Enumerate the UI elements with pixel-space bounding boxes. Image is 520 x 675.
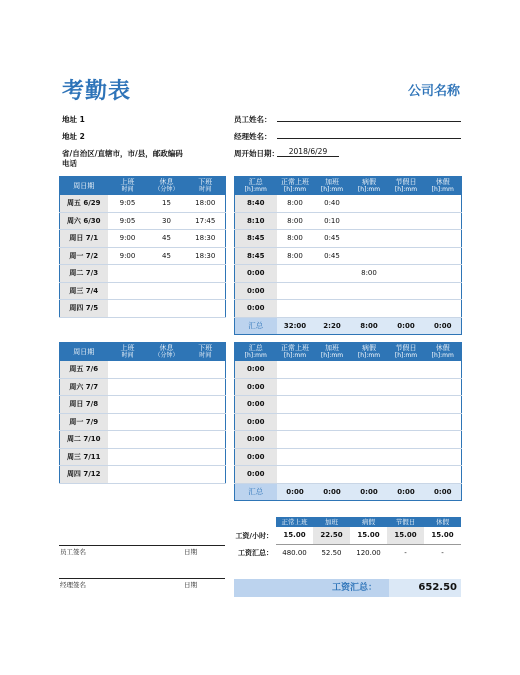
hours-cell[interactable]: [314, 396, 351, 414]
employee-signature-line[interactable]: [59, 545, 225, 546]
time-input-cell[interactable]: 9:00: [108, 247, 148, 265]
column-header-sub: [h]:mm: [244, 351, 267, 359]
hours-cell[interactable]: [277, 466, 314, 484]
column-header-sub: 时间: [121, 351, 134, 359]
address-line-1: 地址 1: [62, 115, 85, 124]
time-input-cell[interactable]: [148, 431, 186, 449]
hours-cell[interactable]: 0:45: [314, 230, 351, 248]
column-header: [108, 177, 148, 195]
hours-cell[interactable]: [425, 378, 462, 396]
hours-cell[interactable]: [351, 282, 388, 300]
hours-cell[interactable]: [351, 230, 388, 248]
time-input-cell[interactable]: 17:45: [186, 212, 226, 230]
daily-total-cell: 0:00: [235, 361, 277, 379]
week1-hours-table: [234, 176, 462, 335]
address-line-3: 省/自治区/直辖市，市/县，邮政编码: [62, 149, 183, 158]
table-row: [60, 212, 226, 230]
hours-cell[interactable]: 8:00: [277, 230, 314, 248]
column-header: [186, 177, 226, 195]
daily-total-cell: 8:10: [235, 212, 277, 230]
hours-cell[interactable]: [388, 300, 425, 318]
column-header: [186, 343, 226, 361]
hours-cell[interactable]: [388, 396, 425, 414]
week-start-label: 周开始日期：: [234, 149, 279, 158]
hours-cell[interactable]: [388, 282, 425, 300]
summary-cell: 0:00: [314, 483, 351, 501]
column-header-sub: [h]:mm: [320, 185, 344, 193]
column-header-sub: 时间: [199, 351, 212, 359]
day-date-cell: 周三 7/11: [60, 448, 108, 466]
hours-cell[interactable]: 8:00: [277, 195, 314, 213]
time-input-cell[interactable]: 18:30: [186, 230, 226, 248]
day-date-cell: 周日 7/8: [60, 396, 108, 414]
time-input-cell[interactable]: [148, 378, 186, 396]
table-row: [60, 378, 226, 396]
hours-cell[interactable]: [277, 300, 314, 318]
time-input-cell[interactable]: 18:30: [186, 247, 226, 265]
hours-cell[interactable]: [425, 300, 462, 318]
table-row: [60, 431, 226, 449]
wage-column-header: 病假: [350, 517, 387, 527]
time-input-cell[interactable]: [148, 265, 186, 283]
table-row: [60, 361, 226, 379]
summary-label: 汇总: [235, 483, 277, 501]
hours-cell[interactable]: [388, 212, 425, 230]
daily-total-cell: 0:00: [235, 413, 277, 431]
employee-name-label: 员工姓名：: [234, 115, 272, 124]
column-header-main: 加班: [325, 177, 339, 186]
daily-total-cell: 0:00: [235, 282, 277, 300]
day-date-cell: 周一 7/9: [60, 413, 108, 431]
hours-cell[interactable]: [314, 361, 351, 379]
hours-cell[interactable]: 8:00: [277, 212, 314, 230]
column-header: [351, 177, 388, 195]
hours-cell[interactable]: [314, 413, 351, 431]
hours-cell[interactable]: [277, 361, 314, 379]
time-input-cell[interactable]: [186, 448, 226, 466]
day-date-cell: 周二 7/10: [60, 431, 108, 449]
time-input-cell[interactable]: 30: [148, 212, 186, 230]
time-input-cell[interactable]: [108, 448, 148, 466]
wage-rate-cell[interactable]: 15.00: [387, 527, 424, 544]
hours-cell[interactable]: [351, 396, 388, 414]
time-input-cell[interactable]: 45: [148, 230, 186, 248]
column-header-main: 节假日: [395, 177, 417, 186]
column-header: [148, 343, 186, 361]
week-start-field[interactable]: 2018/6/29: [288, 147, 328, 156]
hours-cell[interactable]: 0:45: [314, 247, 351, 265]
column-header-main: 病假: [362, 177, 376, 186]
wage-column-header: 休假: [424, 517, 461, 527]
column-header-sub: [h]:mm: [320, 351, 344, 359]
column-header-sub: 时间: [199, 185, 212, 193]
column-header: [388, 343, 425, 361]
column-header-main: 休息: [159, 177, 174, 186]
summary-label: 汇总: [235, 317, 277, 335]
manager-date-label: 日期: [184, 581, 197, 589]
wage-rate-cell[interactable]: 15.00: [424, 527, 461, 544]
column-header-sub: 时间: [121, 185, 134, 193]
table-row: [235, 413, 462, 431]
hours-cell[interactable]: [351, 212, 388, 230]
address-line-2: 地址 2: [62, 132, 85, 141]
table-row: [60, 195, 226, 213]
daily-total-cell: 8:45: [235, 230, 277, 248]
total-pay-label: 工资汇总：: [234, 579, 389, 597]
daily-total-cell: 8:45: [235, 247, 277, 265]
day-date-cell: 周六 6/30: [60, 212, 108, 230]
column-header: [351, 343, 388, 361]
hours-cell[interactable]: [351, 361, 388, 379]
table-row: [235, 300, 462, 318]
day-date-cell: 周五 7/6: [60, 361, 108, 379]
wage-sum-cell: -: [404, 548, 407, 557]
table-row: [235, 195, 462, 213]
hours-cell[interactable]: [388, 195, 425, 213]
hours-cell[interactable]: [388, 265, 425, 283]
table-row: [235, 230, 462, 248]
table-row: [235, 247, 462, 265]
time-input-cell[interactable]: [108, 396, 148, 414]
hours-cell[interactable]: [351, 247, 388, 265]
time-input-cell[interactable]: [148, 413, 186, 431]
day-date-cell: 周二 7/3: [60, 265, 108, 283]
table-row: [235, 212, 462, 230]
time-input-cell[interactable]: [108, 282, 148, 300]
day-date-cell: 周四 7/12: [60, 466, 108, 484]
table-row: [60, 282, 226, 300]
hours-cell[interactable]: [388, 466, 425, 484]
column-header: [314, 177, 351, 195]
employee-name-field[interactable]: [277, 121, 461, 122]
day-date-cell: 周日 7/1: [60, 230, 108, 248]
column-header-main: 加班: [325, 343, 339, 352]
hours-cell[interactable]: [351, 195, 388, 213]
time-input-cell[interactable]: 9:00: [108, 230, 148, 248]
table-row: [235, 378, 462, 396]
time-input-cell[interactable]: [148, 448, 186, 466]
hours-cell[interactable]: [425, 247, 462, 265]
time-input-cell[interactable]: [186, 300, 226, 318]
column-header-main: 下班: [198, 343, 213, 352]
column-header: [425, 343, 462, 361]
total-pay-value: 652.50: [389, 579, 461, 597]
time-input-cell[interactable]: 45: [148, 247, 186, 265]
hours-cell[interactable]: [351, 466, 388, 484]
hours-cell[interactable]: [425, 396, 462, 414]
column-header-main: 节假日: [395, 343, 417, 352]
hours-cell[interactable]: [388, 413, 425, 431]
table-row: [60, 413, 226, 431]
table-row: [235, 431, 462, 449]
table-row: [60, 265, 226, 283]
time-input-cell[interactable]: [108, 466, 148, 484]
wage-table: [234, 517, 461, 561]
hours-cell[interactable]: 8:00: [351, 265, 388, 283]
table-row: [60, 448, 226, 466]
summary-cell: 0:00: [388, 317, 425, 335]
hours-cell[interactable]: [388, 431, 425, 449]
hours-cell[interactable]: [425, 431, 462, 449]
time-input-cell[interactable]: [186, 466, 226, 484]
hours-cell[interactable]: [351, 378, 388, 396]
time-input-cell[interactable]: [186, 413, 226, 431]
time-input-cell[interactable]: [186, 396, 226, 414]
hours-cell[interactable]: [314, 282, 351, 300]
hours-cell[interactable]: [277, 265, 314, 283]
column-header-sub: （分钟）: [154, 185, 179, 193]
column-header: [235, 177, 277, 195]
column-header-main: 病假: [362, 343, 376, 352]
column-header-main: 上班: [120, 343, 135, 352]
time-input-cell[interactable]: [186, 282, 226, 300]
employee-date-label: 日期: [184, 548, 197, 556]
wage-sum-label: 工资汇总：: [238, 548, 273, 557]
time-input-cell[interactable]: [148, 361, 186, 379]
column-header-sub: [h]:mm: [357, 351, 381, 359]
hours-cell[interactable]: [425, 230, 462, 248]
column-header: [108, 343, 148, 361]
daily-total-cell: 0:00: [235, 448, 277, 466]
summary-cell: 0:00: [277, 483, 314, 501]
week2-hours-table: [234, 342, 462, 501]
wage-rate-cell[interactable]: 22.50: [313, 527, 350, 544]
day-date-cell: 周三 7/4: [60, 282, 108, 300]
summary-cell: 0:00: [425, 317, 462, 335]
column-header: [388, 177, 425, 195]
summary-row: [235, 317, 462, 335]
table-row: [60, 466, 226, 484]
time-input-cell[interactable]: [148, 396, 186, 414]
time-input-cell[interactable]: 9:05: [108, 212, 148, 230]
column-header: [60, 343, 108, 361]
column-header-sub: [h]:mm: [431, 351, 454, 359]
hours-cell[interactable]: [314, 466, 351, 484]
column-header-main: 周日期: [73, 181, 95, 190]
wage-sum-cell: 52.50: [321, 548, 342, 557]
column-header-sub: [h]:mm: [394, 351, 418, 359]
employee-signature-label: 员工签名: [60, 548, 86, 556]
hours-cell[interactable]: [277, 396, 314, 414]
time-input-cell[interactable]: [148, 466, 186, 484]
time-input-cell[interactable]: 15: [148, 195, 186, 213]
column-header-sub: [h]:mm: [431, 185, 454, 193]
column-header: [277, 343, 314, 361]
page-title: 考勤表: [62, 79, 132, 104]
table-row: [235, 265, 462, 283]
week2-time-table: [59, 342, 226, 484]
column-header-main: 休假: [435, 343, 450, 352]
daily-total-cell: 0:00: [235, 431, 277, 449]
table-row: [235, 396, 462, 414]
column-header: [425, 177, 462, 195]
column-header-main: 下班: [198, 177, 213, 186]
week-start-underline: [277, 156, 339, 157]
table-row: [60, 247, 226, 265]
column-header-main: 汇总: [248, 343, 263, 352]
time-input-cell[interactable]: [108, 431, 148, 449]
time-input-cell[interactable]: [108, 413, 148, 431]
column-header-main: 休息: [159, 343, 174, 352]
column-header-sub: [h]:mm: [283, 185, 307, 193]
table-row: [235, 361, 462, 379]
daily-total-cell: 0:00: [235, 466, 277, 484]
daily-total-cell: 8:40: [235, 195, 277, 213]
time-input-cell[interactable]: [186, 431, 226, 449]
summary-cell: 0:00: [351, 483, 388, 501]
summary-cell: 2:20: [314, 317, 351, 335]
wage-rate-cell[interactable]: 15.00: [350, 527, 387, 544]
table-row: [60, 396, 226, 414]
table-row: [60, 300, 226, 318]
hours-cell[interactable]: [314, 431, 351, 449]
hours-cell[interactable]: [425, 195, 462, 213]
manager-name-field[interactable]: [277, 138, 461, 139]
hours-cell[interactable]: [277, 413, 314, 431]
hours-cell[interactable]: [388, 378, 425, 396]
column-header-main: 正常上班: [281, 343, 309, 352]
time-input-cell[interactable]: [108, 265, 148, 283]
wage-column-header: 加班: [313, 517, 350, 527]
day-date-cell: 周一 7/2: [60, 247, 108, 265]
time-input-cell[interactable]: [186, 361, 226, 379]
table-row: [60, 230, 226, 248]
column-header-sub: （分钟）: [154, 351, 179, 359]
hours-cell[interactable]: [277, 282, 314, 300]
column-header: [60, 177, 108, 195]
hours-cell[interactable]: [388, 448, 425, 466]
day-date-cell: 周六 7/7: [60, 378, 108, 396]
daily-total-cell: 0:00: [235, 300, 277, 318]
summary-cell: 0:00: [425, 483, 462, 501]
wage-rate-cell[interactable]: 15.00: [276, 527, 313, 544]
phone-label: 电话: [62, 159, 77, 168]
hours-cell[interactable]: 0:10: [314, 212, 351, 230]
column-header-sub: [h]:mm: [357, 185, 381, 193]
time-input-cell[interactable]: [148, 300, 186, 318]
daily-total-cell: 0:00: [235, 396, 277, 414]
wage-column-header: 节假日: [387, 517, 424, 527]
hours-cell[interactable]: [388, 361, 425, 379]
week1-time-table: [59, 176, 226, 318]
hours-cell[interactable]: [351, 413, 388, 431]
hours-cell[interactable]: 8:00: [277, 247, 314, 265]
daily-total-cell: 0:00: [235, 378, 277, 396]
column-header: [277, 177, 314, 195]
summary-cell: 0:00: [388, 483, 425, 501]
hours-cell[interactable]: [314, 378, 351, 396]
day-date-cell: 周四 7/5: [60, 300, 108, 318]
column-header: [148, 177, 186, 195]
total-pay-box: [234, 579, 461, 597]
column-header-main: 汇总: [248, 177, 263, 186]
daily-total-cell: 0:00: [235, 265, 277, 283]
time-input-cell[interactable]: [186, 378, 226, 396]
column-header-main: 休假: [435, 177, 450, 186]
hours-cell[interactable]: [351, 448, 388, 466]
hours-cell[interactable]: 0:40: [314, 195, 351, 213]
hours-cell[interactable]: [388, 230, 425, 248]
hours-cell[interactable]: [425, 361, 462, 379]
time-input-cell[interactable]: [108, 300, 148, 318]
manager-signature-line[interactable]: [59, 578, 225, 579]
hours-cell[interactable]: [351, 431, 388, 449]
hours-cell[interactable]: [277, 448, 314, 466]
manager-name-label: 经理姓名：: [234, 132, 272, 141]
column-header: [314, 343, 351, 361]
column-header: [235, 343, 277, 361]
hours-cell[interactable]: [277, 378, 314, 396]
time-input-cell[interactable]: [108, 378, 148, 396]
hours-cell[interactable]: [425, 282, 462, 300]
time-input-cell[interactable]: [186, 265, 226, 283]
time-input-cell[interactable]: 9:05: [108, 195, 148, 213]
table-row: [235, 448, 462, 466]
hours-cell[interactable]: [351, 300, 388, 318]
summary-row: [235, 483, 462, 501]
column-header-sub: [h]:mm: [394, 185, 418, 193]
hours-cell[interactable]: [388, 247, 425, 265]
hours-cell[interactable]: [425, 466, 462, 484]
column-header-sub: [h]:mm: [283, 351, 307, 359]
hours-cell[interactable]: [314, 448, 351, 466]
table-row: [235, 466, 462, 484]
wage-column-header: 正常上班: [276, 517, 313, 527]
hours-cell[interactable]: [425, 212, 462, 230]
hours-cell[interactable]: [425, 448, 462, 466]
wage-rate-label: 工资/小时：: [235, 531, 273, 540]
hours-cell[interactable]: [277, 431, 314, 449]
wage-sum-cell: 480.00: [282, 548, 307, 557]
time-input-cell[interactable]: [108, 361, 148, 379]
time-input-cell[interactable]: 18:00: [186, 195, 226, 213]
manager-signature-label: 经理签名: [60, 581, 86, 589]
column-header-main: 正常上班: [281, 177, 309, 186]
company-name: 公司名称: [407, 84, 460, 99]
summary-cell: 8:00: [351, 317, 388, 335]
hours-cell[interactable]: [425, 265, 462, 283]
hours-cell[interactable]: [425, 413, 462, 431]
summary-cell: 32:00: [277, 317, 314, 335]
hours-cell[interactable]: [314, 300, 351, 318]
day-date-cell: 周五 6/29: [60, 195, 108, 213]
time-input-cell[interactable]: [148, 282, 186, 300]
column-header-sub: [h]:mm: [244, 185, 267, 193]
wage-sum-cell: -: [441, 548, 444, 557]
table-row: [235, 282, 462, 300]
wage-sum-cell: 120.00: [356, 548, 381, 557]
hours-cell[interactable]: [314, 265, 351, 283]
column-header-main: 周日期: [73, 347, 95, 356]
column-header-main: 上班: [120, 177, 135, 186]
